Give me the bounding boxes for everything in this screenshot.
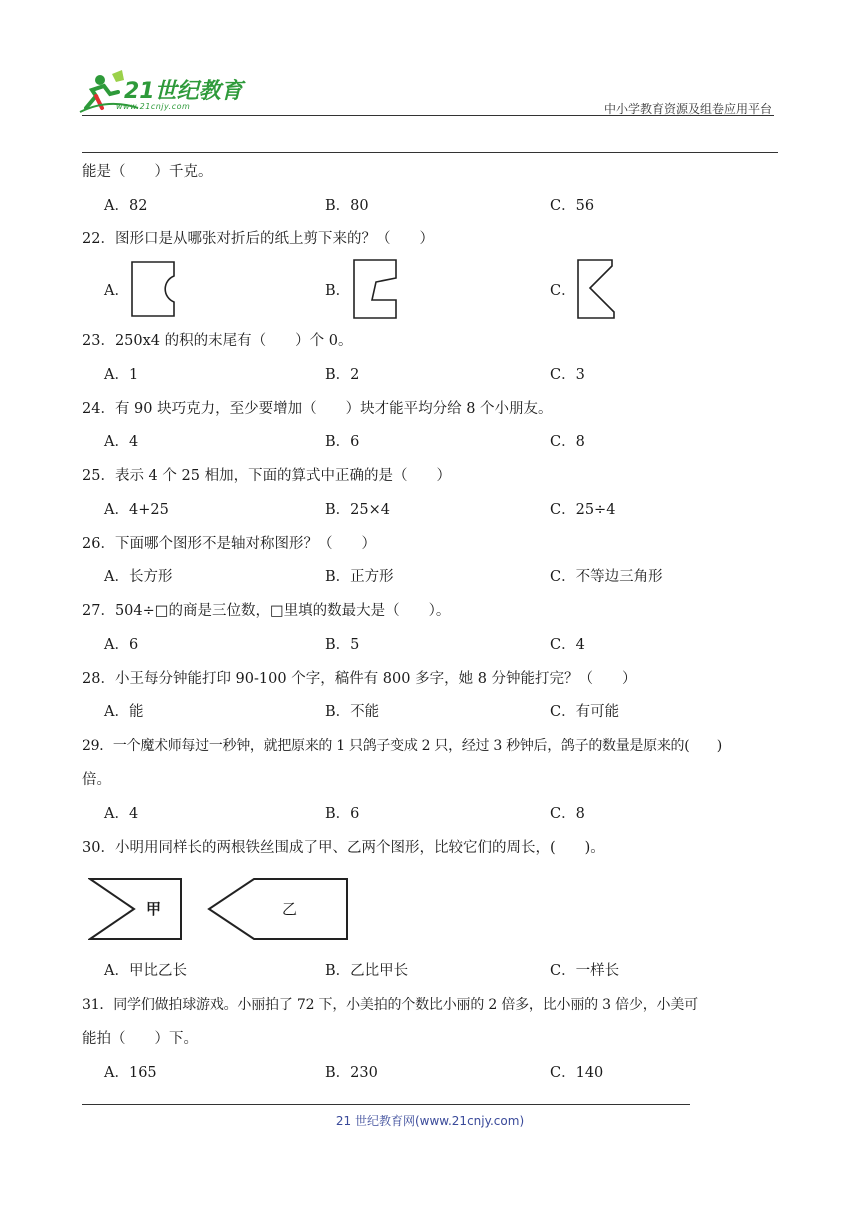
q29-option-b: B．6 <box>325 806 360 822</box>
q24-option-b: B．6 <box>325 434 360 450</box>
q26-text: 26．下面哪个图形不是轴对称图形？（ ） <box>82 536 376 552</box>
q22-shape-b <box>352 258 398 320</box>
q31-option-c: C．140 <box>550 1065 604 1081</box>
q23-option-a: A．1 <box>104 367 139 383</box>
q26-option-b: B．正方形 <box>325 569 394 585</box>
q28-option-c: C．有可能 <box>550 704 620 720</box>
q21-option-c: C．56 <box>550 198 595 214</box>
header-platform-text: 中小学教育资源及组卷应用平台 <box>603 102 772 116</box>
q22-label-b: B． <box>325 283 351 299</box>
q22-label-c: C． <box>550 283 576 299</box>
q25-option-b: B．25×4 <box>325 502 390 518</box>
q21-option-a: A．82 <box>104 198 148 214</box>
q30-label-jia: 甲 <box>146 900 162 918</box>
logo-url: www.21cnjy.com <box>116 102 191 111</box>
q22-text: 22．图形口是从哪张对折后的纸上剪下来的？（ ） <box>82 231 434 247</box>
q23-option-c: C．3 <box>550 367 585 383</box>
header-divider <box>82 115 774 116</box>
q24-option-a: A．4 <box>104 434 139 450</box>
q29-text-line1: 29．一个魔术师每过一秒钟，就把原来的 1 只鸽子变成 2 只，经过 3 秒钟后，鸽子的数量是原来的( ) <box>82 738 722 754</box>
q26-option-a: A．长方形 <box>104 569 173 585</box>
q28-option-b: B．不能 <box>325 704 380 720</box>
q27-option-b: B．5 <box>325 637 360 653</box>
q23-option-b: B．2 <box>325 367 360 383</box>
q30-option-a: A．甲比乙长 <box>104 963 187 979</box>
q22-shape-a <box>130 260 176 318</box>
q28-option-a: A．能 <box>104 704 144 720</box>
q24-text: 24．有 90 块巧克力，至少要增加（ ）块才能平均分给 8 个小朋友。 <box>82 401 553 417</box>
q30-option-b: B．乙比甲长 <box>325 963 409 979</box>
q23-text: 23．250x4 的积的末尾有（ ）个 0。 <box>82 333 353 349</box>
footer-text: 21 世纪教育网(www.21cnjy.com) <box>335 1114 525 1128</box>
q29-text-line2: 倍。 <box>82 772 111 788</box>
q24-option-c: C．8 <box>550 434 585 450</box>
site-logo <box>78 68 258 116</box>
q31-option-b: B．230 <box>325 1065 378 1081</box>
q31-option-a: A．165 <box>104 1065 157 1081</box>
q22-label-a: A． <box>104 283 129 299</box>
q30-shape-yi <box>206 876 350 942</box>
q21-option-b: B．80 <box>325 198 369 214</box>
q25-option-a: A．4+25 <box>104 502 169 518</box>
footer-divider <box>82 1104 690 1105</box>
logo-text: 21世纪教育 <box>124 79 243 104</box>
q27-option-a: A．6 <box>104 637 139 653</box>
q30-option-c: C．一样长 <box>550 963 620 979</box>
q21-tail: 能是（ ）千克。 <box>82 164 213 180</box>
q25-text: 25．表示 4 个 25 相加，下面的算式中正确的是（ ） <box>82 468 452 484</box>
q30-shape-jia <box>88 876 184 942</box>
q29-option-c: C．8 <box>550 806 585 822</box>
q27-option-c: C．4 <box>550 637 585 653</box>
q30-label-yi: 乙 <box>282 900 298 918</box>
q28-text: 28．小王每分钟能打印 90-100 个字，稿件有 800 多字，她 8 分钟能打完？（ ） <box>82 671 637 687</box>
q27-text: 27．504÷□的商是三位数，□里填的数最大是（ ）。 <box>82 603 451 619</box>
q30-text: 30．小明用同样长的两根铁丝围成了甲、乙两个图形，比较它们的周长，( )。 <box>82 840 605 856</box>
content-divider <box>82 152 778 153</box>
q31-text-line2: 能拍（ ）下。 <box>82 1031 198 1047</box>
q31-text-line1: 31．同学们做拍球游戏。小丽拍了 72 下，小美拍的个数比小丽的 2 倍多，比小丽的 3 倍少，小美可 <box>82 997 698 1013</box>
q22-shape-c <box>576 258 618 320</box>
q26-option-c: C．不等边三角形 <box>550 569 663 585</box>
q29-option-a: A．4 <box>104 806 139 822</box>
q25-option-c: C．25÷4 <box>550 502 616 518</box>
